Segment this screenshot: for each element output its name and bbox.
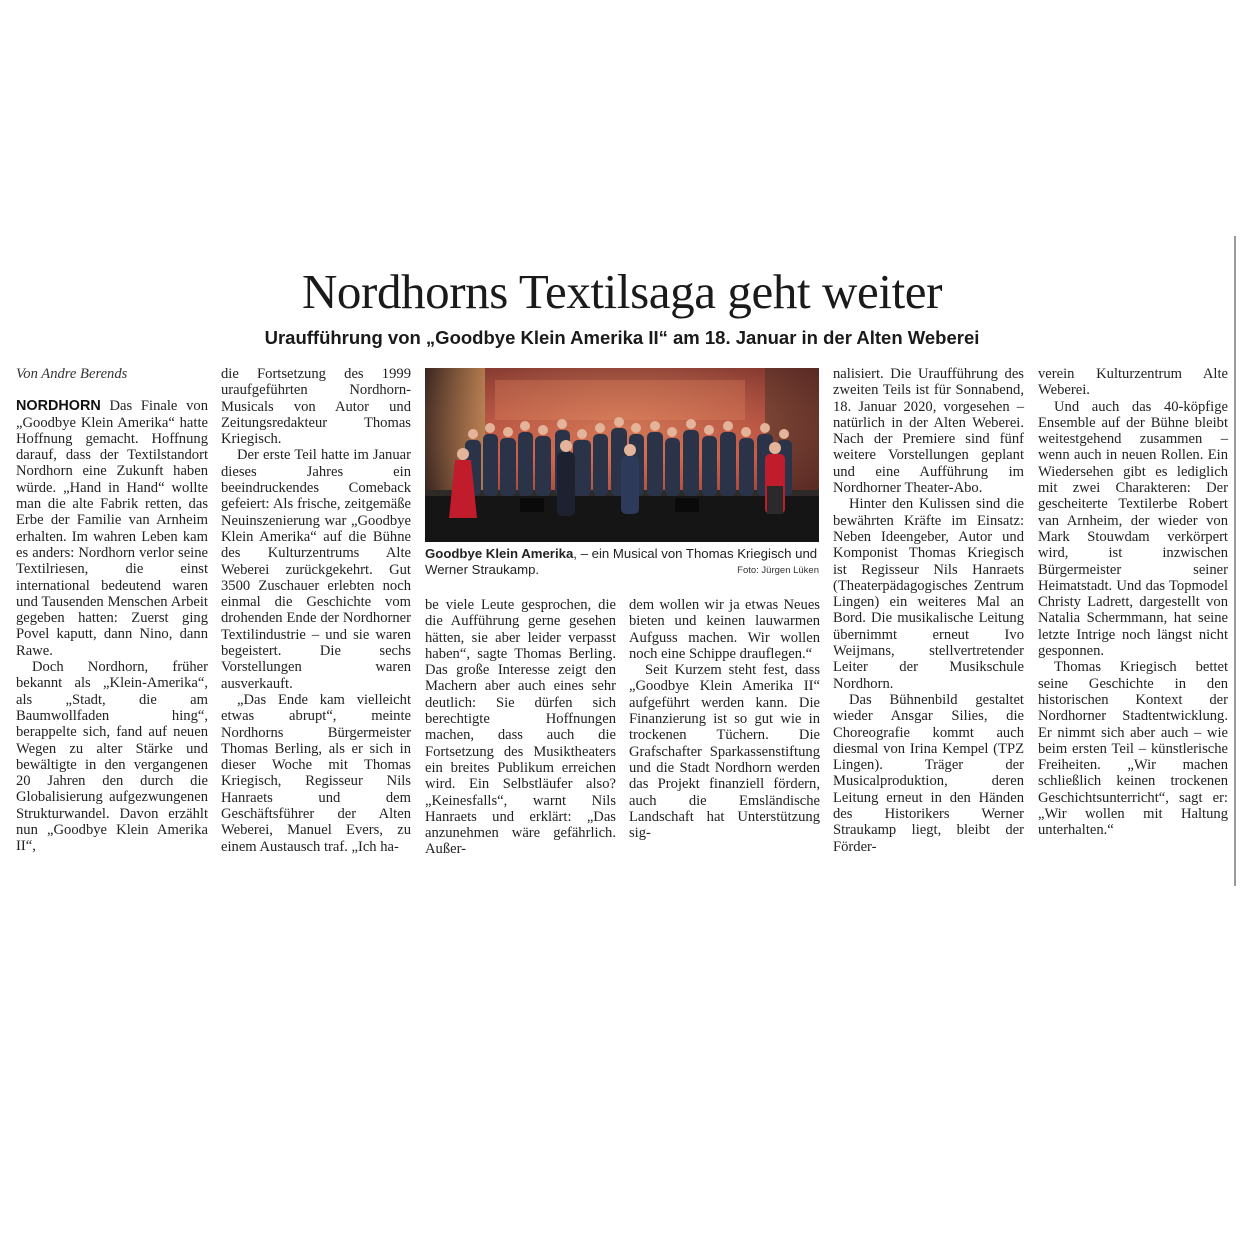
- photo-caption: [425, 546, 819, 579]
- byline: Von Andre Berends: [16, 366, 128, 382]
- paragraph: be viele Leute gesprochen, die die Aufführung gerne gesehen hätten, sie aber leider verpasst haben“, sagte Thomas Berling. Das große Interesse zeigt den Machern aber auch eines sehr deutlich: Sie dürfen sich berechtigte Hoffnungen machen, dass auch die Fortsetzung des Musiktheaters ein breites Publikum erreichen wird. Ein Selbstläufer also? „Keinesfalls“, warnt Nils Hanraets und erklärt: „Das anzunehmen wäre gefährlich. Außer-: [425, 597, 616, 858]
- text-column-1: [16, 366, 208, 855]
- text-column-6: [1038, 366, 1228, 839]
- text-column-5: [833, 366, 1024, 855]
- subheadline: Uraufführung von „Goodbye Klein Amerika II“ am 18. Januar in der Alten Weberei: [264, 327, 980, 348]
- paragraph: Doch Nordhorn, früher bekannt als „Klein-Amerika“, als „Stadt, die am Baumwollfaden hing“, berappelte sich, fand auf neuen Wegen zu alter Stärke und bewältigte in den vergangenen 20 Jahren den durch die Globalisierung aufgezwungenen Strukturwandel. Davon erzählt nun „Goodbye Klein Amerika II“,: [16, 659, 208, 855]
- paragraph: Der erste Teil hatte im Januar dieses Jahres ein beeindruckendes Comeback gefeiert: Als frische, zeitgemäße Neuinszenierung war „Goodbye Klein Amerika“ auf die Bühne des Kulturzentrums Alte Weberei zurückgekehrt. Gut 3500 Zuschauer erlebten noch einmal die Geschichte vom drohenden Ende der Nordhorner Textilindustrie – und sie waren begeistert. Die sechs Vorstellungen waren ausverkauft.: [221, 447, 411, 692]
- paragraph: „Das Ende kam vielleicht etwas abrupt“, meinte Nordhorns Bürgermeister Thomas Berling, als er sich in dieser Woche mit Thomas Kriegisch, Regisseur Nils Hanraets und dem Geschäftsführer der Alten Weberei, Manuel Evers, zu einem Austausch traf. „Ich ha-: [221, 691, 411, 855]
- paragraph: Seit Kurzem steht fest, dass „Goodbye Klein Amerika II“ aufgeführt werden kann. Die Finanzierung ist so gut wie in trockenen Tüchern. Die Grafschafter Sparkassenstiftung und die Stadt Nordhorn werden das Projekt finanziell fördern, auch die Emsländische Landschaft hat Unterstützung sig-: [629, 662, 820, 842]
- paragraph: Und auch das 40-köpfige Ensemble auf der Bühne bleibt weitestgehend zusammen – wenn auch in neuen Rollen. Ein Wiedersehen gibt es lediglich mit zwei Charakteren: Der gescheiterte Textilerbe Robert van Arnheim, der wieder von Mark Stouwdam verkörpert wird, ist inzwischen Bürgermeister seiner Heimatstadt. Und das Topmodel Christy Ladrett, dargestellt von Natalia Schermmann, hat seine letzte Intrige noch längst nicht gesponnen.: [1038, 398, 1228, 660]
- paragraph: verein Kulturzentrum Alte Weberei.: [1038, 366, 1228, 399]
- paragraph: dem wollen wir ja etwas Neues bieten und keinen lauwarmen Aufguss machen. Wir wollen noch eine Schippe drauflegen.“: [629, 597, 820, 662]
- dateline: NORDHORN: [16, 398, 101, 415]
- text-column-2: [221, 366, 411, 855]
- paragraph: Das Bühnenbild gestaltet wieder Ansgar Silies, die Choreografie kommt auch diesmal von Irina Kempel (TPZ Lingen). Träger der Musicalproduktion, deren Leitung erneut in den Händen des Historikers Werner Straukamp liegt, bleibt der Förder-: [833, 691, 1024, 855]
- paragraph-text: Das Finale von „Goodbye Klein Amerika“ hatte Hoffnung gemacht. Hoffnung darauf, dass der Textilstandort Nordhorn eine Zukunft haben würde. „Hand in Hand“ wollte man die alte Fabrik retten, das Erbe der Familie van Arnheim erhalten. Im wahren Leben kam es anders: Nordhorn verlor seine Textilriesen, die einst international bedeutend waren und Tausenden Menschen Arbeit gegeben hatten: Zuerst ging Povel kaputt, dann Nino, dann Rawe.: [16, 398, 208, 659]
- text-column-3: [425, 597, 616, 858]
- paragraph: Thomas Kriegisch bettet seine Geschichte in den historischen Kontext der Nordhorner Stadtentwicklung. Er nimmt sich aber auch – wie beim ersten Teil – künstlerische Freiheiten. „Wir machen schließlich keinen trockenen Geschichtsunterricht“, sagt er: „Wir wollen mit Haltung unterhalten.“: [1038, 659, 1228, 839]
- caption-lead: Goodbye Klein Amerika: [425, 546, 574, 561]
- text-column-4: [629, 597, 820, 841]
- paragraph: nalisiert. Die Uraufführung des zweiten Teils ist für Sonnabend, 18. Januar 2020, vorgesehen – natürlich in der Alten Weberei. Nach der Premiere sind fünf weitere Vorstellungen geplant und eine Aufführung im Nordhorner Theater-Abo.: [833, 366, 1024, 497]
- article-photo: [425, 368, 819, 542]
- caption-text: , – ein Musical von Thomas Kriegisch und Werner Straukamp.: [425, 546, 818, 577]
- headline: Nordhorns Textilsaga geht weiter: [301, 264, 943, 319]
- paragraph: [16, 398, 208, 659]
- paragraph: Hinter den Kulissen sind die bewährten Kräfte im Einsatz: Neben Ideengeber, Autor und Komponist Thomas Kriegisch ist Regisseur Nils Hanraets (Theaterpädagogisches Zentrum Lingen) ein weiteres Mal an Bord. Die musikalische Leitung übernimmt erneut Ivo Weijmans, stellvertretender Leiter der Musikschule Nordhorn.: [833, 496, 1024, 692]
- stage-photo-illustration: [425, 368, 819, 542]
- photo-credit: Foto: Jürgen Lüken: [737, 565, 819, 576]
- paragraph: die Fortsetzung des 1999 uraufgeführten Nordhorn-Musicals von Autor und Zeitungsredakteur Thomas Kriegisch.: [221, 366, 411, 448]
